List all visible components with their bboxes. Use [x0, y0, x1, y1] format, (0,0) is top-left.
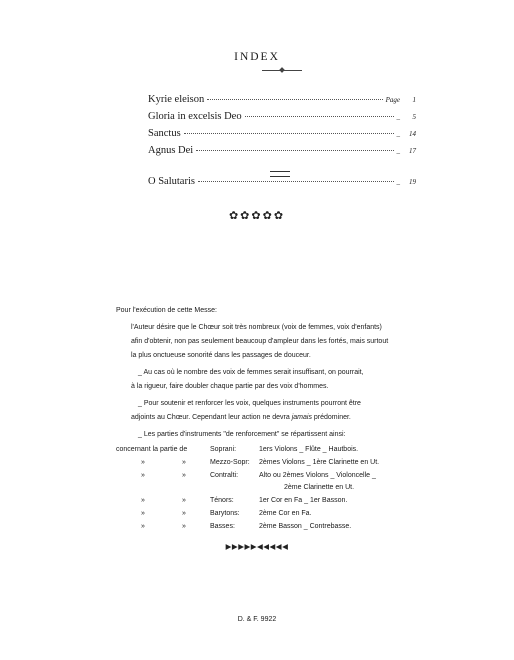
ditto-mark: » — [182, 459, 186, 466]
ditto-mark: » — [182, 523, 186, 530]
notes-line: la plus onctueuse sonorité dans les passages de douceur. — [131, 352, 311, 359]
toc-page-label: _ — [396, 113, 400, 121]
notes-line: _ Au cas où le nombre des voix de femmes serait insuffisant, on pourrait, — [138, 369, 364, 376]
toc-dot-leader — [184, 133, 394, 134]
toc-row-salutaris[interactable] — [148, 176, 416, 190]
toc-row-gloria[interactable] — [148, 111, 416, 125]
page-title: INDEX — [234, 51, 280, 63]
publisher-plate-number: D. & F. 9922 — [237, 616, 277, 623]
toc-row-sanctus[interactable] — [148, 128, 416, 142]
voice-label: Mezzo-Sopr: — [210, 459, 250, 466]
toc-dot-leader — [198, 181, 394, 182]
voice-label: Soprani: — [210, 446, 237, 453]
toc-page-number: 17 — [409, 147, 416, 155]
voice-label: Ténors: — [210, 497, 234, 504]
ditto-mark: » — [141, 472, 145, 479]
instrument-list: 1ers Violons _ Flûte _ Hautbois. — [259, 446, 359, 453]
instrument-list: 2ème Basson _ Contrebasse. — [259, 523, 352, 530]
toc-page-label: _ — [396, 147, 400, 155]
notes-line — [131, 414, 351, 421]
toc-title: Agnus Dei — [148, 145, 194, 156]
flower-ornament: ✿✿✿✿✿ — [228, 210, 286, 222]
toc-page-label: _ — [396, 130, 400, 138]
toc-page-number: 1 — [412, 96, 416, 104]
instrument-list: Alto ou 2èmes Violons _ Violoncelle _ — [259, 472, 376, 479]
instrument-list: 1er Cor en Fa _ 1er Basson. — [259, 497, 348, 504]
voice-label: Contralti: — [210, 472, 239, 479]
toc-dot-leader — [245, 116, 394, 117]
title-underline-ornament — [262, 70, 302, 71]
instrument-list: 2ème Cor en Fa. — [259, 510, 312, 517]
toc-title: Sanctus — [148, 128, 181, 139]
ditto-mark: » — [182, 497, 186, 504]
voice-label: Basses: — [210, 523, 235, 530]
toc-title: Kyrie eleison — [148, 94, 205, 105]
toc-row-agnus[interactable] — [148, 145, 416, 159]
ditto-mark: » — [182, 472, 186, 479]
voice-label: Barytons: — [210, 510, 240, 517]
instrument-list: 2ème Clarinette en Ut. — [284, 484, 355, 491]
toc-dot-leader — [196, 150, 393, 151]
toc-page-number: 19 — [409, 178, 416, 186]
notes-text: prédominer. — [313, 414, 351, 421]
toc-dot-leader — [207, 99, 382, 100]
notes-heading: Pour l'exécution de cette Messe: — [116, 307, 217, 314]
toc-page-number: 14 — [409, 130, 416, 138]
instrument-list: 2èmes Violons _ 1ère Clarinette en Ut. — [259, 459, 380, 466]
ditto-mark: » — [182, 510, 186, 517]
notes-line: afin d'obtenir, non pas seulement beaucoup d'ampleur dans les fortés, mais surtout — [131, 338, 389, 345]
notes-line: _ Les parties d'instruments "de renforcement" se répartissent ainsi: — [138, 431, 346, 438]
notes-line: _ Pour soutenir et renforcer les voix, quelques instruments pourront être — [138, 400, 361, 407]
ditto-mark: » — [141, 510, 145, 517]
toc-page-number: 5 — [412, 113, 416, 121]
toc-title: O Salutaris — [148, 176, 195, 187]
ditto-mark: » — [141, 497, 145, 504]
notes-text: adjoints au Chœur. Cependant leur action ne devra — [131, 414, 290, 421]
toc-page-label: Page — [385, 96, 400, 104]
notes-line: l'Auteur désire que le Chœur soit très nombreux (voix de femmes, voix d'enfants) — [131, 324, 382, 331]
ditto-mark: » — [141, 459, 145, 466]
arrow-ornament: ▶▶▶▶▶◀◀◀◀◀ — [225, 542, 289, 551]
notes-emphasis: jamais — [291, 414, 312, 421]
double-rule-separator — [270, 171, 290, 177]
toc-title: Gloria in excelsis Deo — [148, 111, 242, 122]
ditto-mark: » — [141, 523, 145, 530]
concerning-label: concernant la partie de — [116, 446, 188, 453]
notes-line: à la rigueur, faire doubler chaque partie par des voix d'hommes. — [131, 383, 329, 390]
toc-row-kyrie[interactable] — [148, 94, 416, 108]
toc-page-label: _ — [396, 178, 400, 186]
